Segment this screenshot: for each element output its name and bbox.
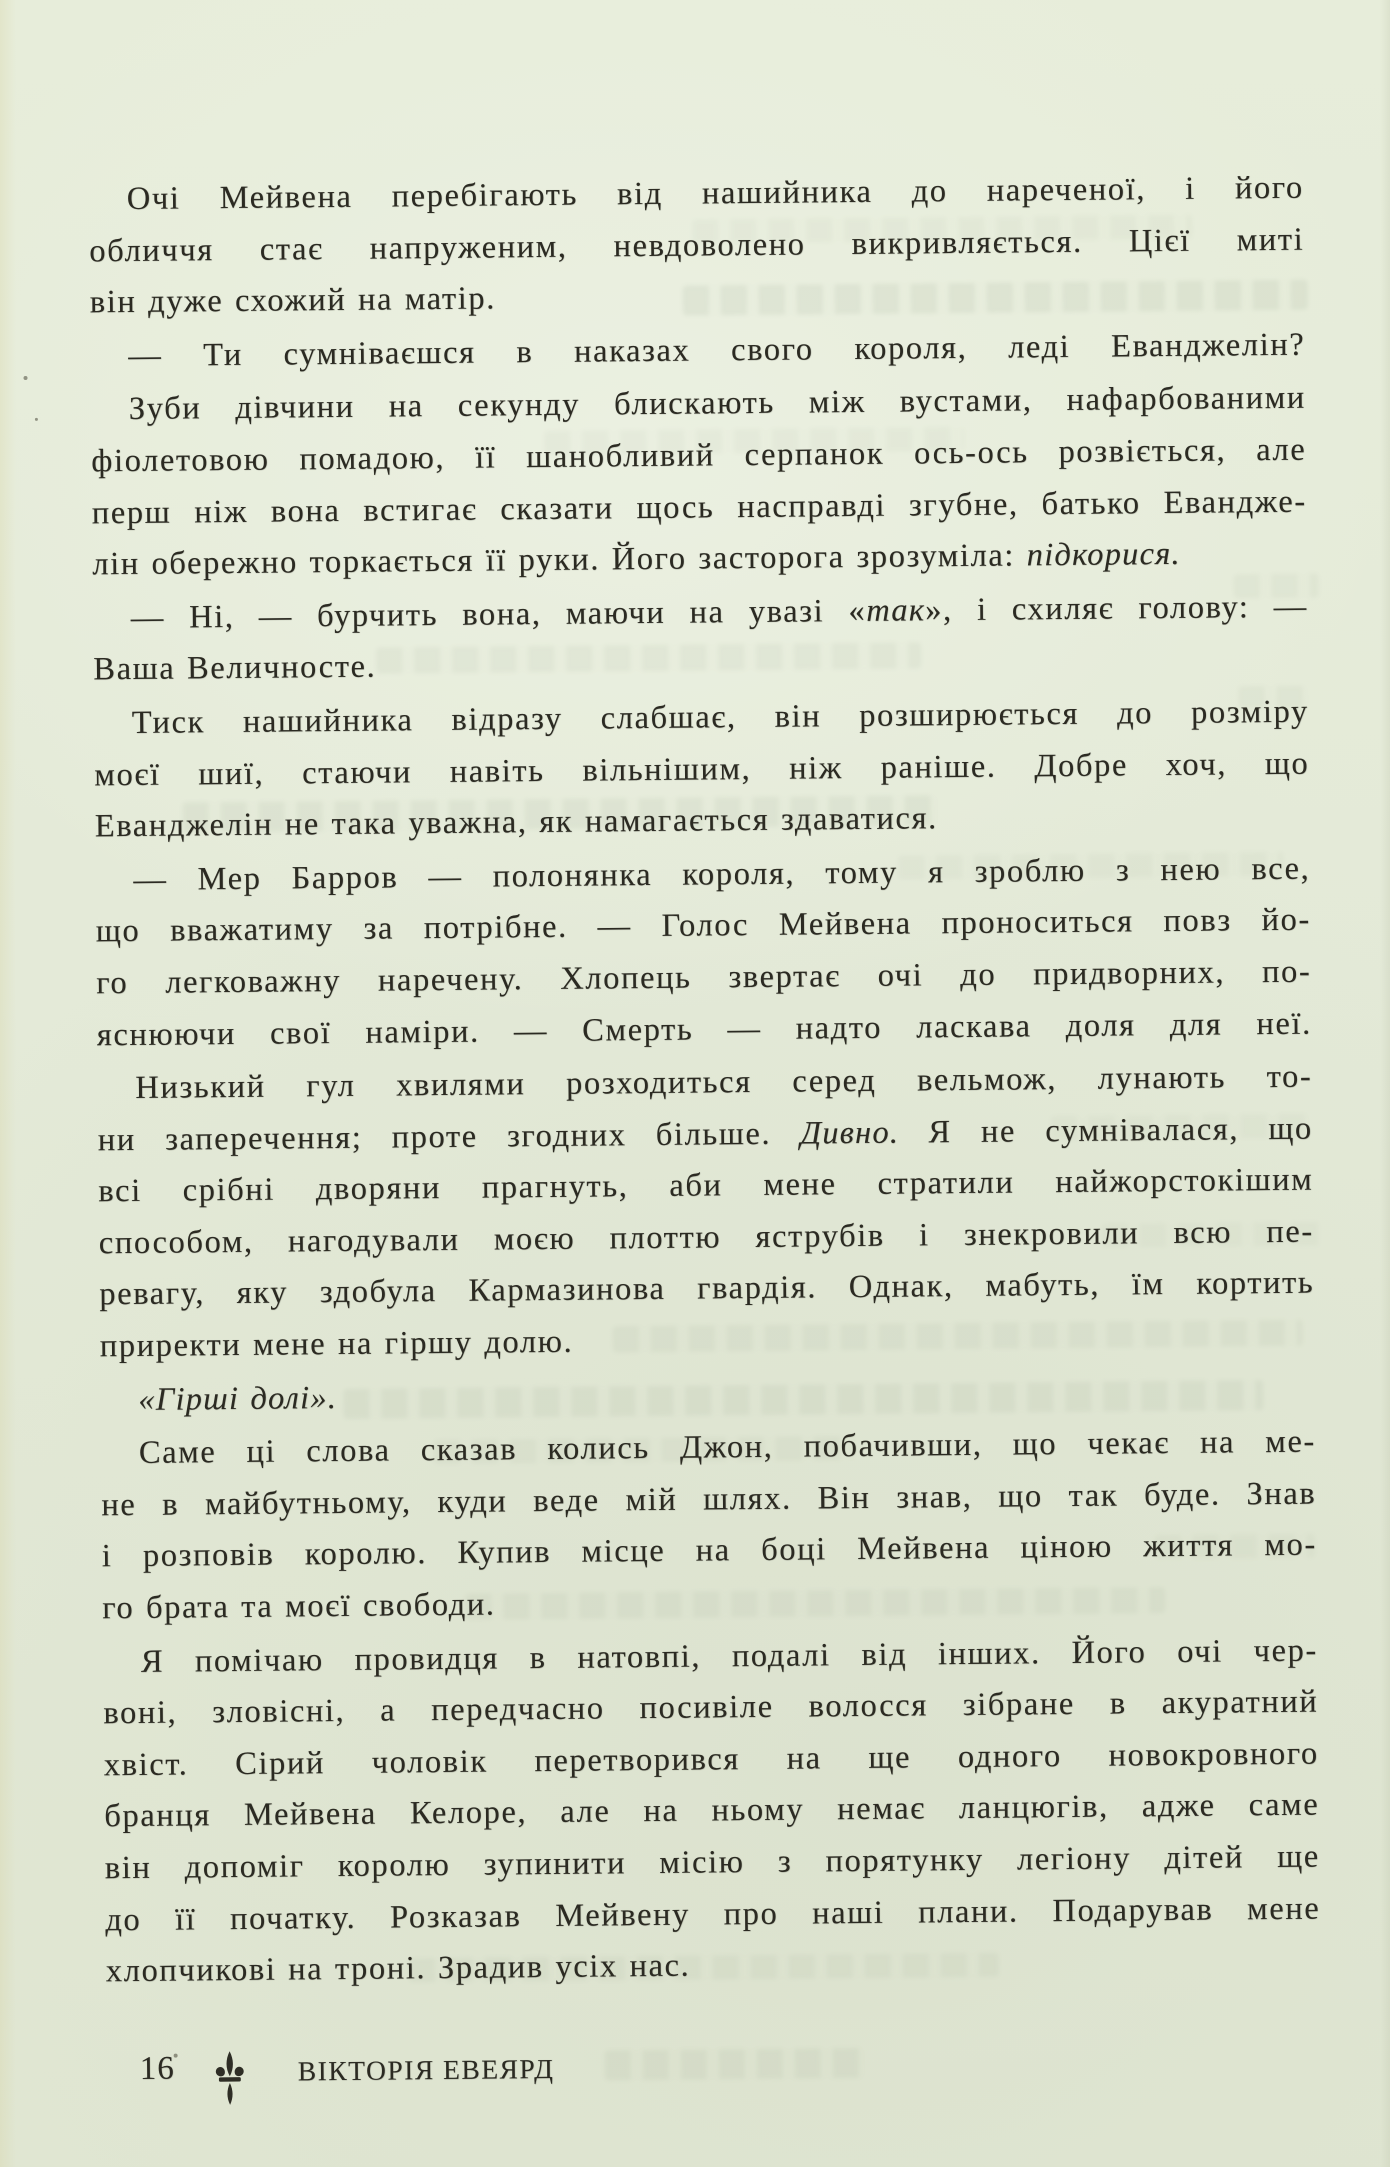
text-line: і розповів королю. Купив місце на боці Мейвена ціною життя мо- — [101, 1527, 1317, 1575]
paragraph — [91, 373, 1308, 591]
text-line: Очі Мейвена перебігають від нашийника до нареченої, і його — [126, 169, 1304, 217]
text-line: воні, зловісні, а передчасно посивіле волосся зібране в акуратний — [103, 1683, 1319, 1732]
text-line: Тиск нашийника відразу слабшає, він розширюється до розміру — [131, 693, 1309, 741]
fleur-de-lis-icon — [207, 2050, 254, 2106]
italic-text: так — [866, 592, 926, 629]
italic-text: Дивно. — [800, 1114, 900, 1152]
text-line: Зуби дівчини на секунду блискають між вустами, нафарбованими — [128, 380, 1306, 428]
text-line: Я помічаю провидця в натовпі, подалі від інших. Його очі чер- — [140, 1632, 1318, 1680]
page-footer — [140, 2040, 841, 2111]
text-line: ревагу, яку здобула Кармазинова гвардія. Однак, мабуть, їм кортить — [99, 1265, 1315, 1313]
running-title-author: ВІКТОРІЯ ЕВЕЯРД — [297, 2052, 555, 2087]
text-line: всі срібні дворяни прагнуть, аби мене стратили найжорстокішим — [98, 1161, 1314, 1210]
paragraph — [95, 843, 1312, 1061]
paragraph — [94, 687, 1310, 853]
text-line: го легковажну наречену. Хлопець звертає очі до придворних, по- — [96, 953, 1312, 1002]
paragraph — [97, 1052, 1315, 1373]
text-line: — Ні, — бурчить вона, маючи на увазі «так», і схиляє голову: — — [130, 588, 1308, 636]
text-line: Низький гул хвилями розходиться серед вельмож, лунають то- — [135, 1058, 1313, 1107]
italic-text: «Гірші долі». — [138, 1379, 338, 1418]
paragraph — [103, 1625, 1321, 1998]
text-line: Саме ці слова сказав колись Джон, побачивши, що чекає на ме- — [138, 1423, 1316, 1472]
text-line: він допоміг королю зупинити місію з порятунку легіону дітей ще — [104, 1838, 1320, 1887]
text-line: — Ти сумніваєшся в наказах свого короля, леді Еванджелін? — [128, 326, 1306, 374]
text-line: Еванджелін не така уважна, як намагається здаватися. — [94, 800, 938, 845]
text-line: що вважатиму за потрібне. — Голос Мейвена проноситься повз йо- — [95, 901, 1311, 950]
text-line — [100, 1363, 1315, 1426]
text-line: не в майбутньому, куди веде мій шлях. Він знав, що так буде. Знав — [101, 1475, 1317, 1524]
text-line: до її початку. Розказав Мейвену про наші плани. Подарував мене — [105, 1890, 1321, 1938]
text-line: моєї шиї, стаючи навіть вільнішим, ніж раніше. Добре хоч, що — [94, 745, 1310, 793]
text-line: він дуже схожий на матір. — [89, 280, 497, 321]
paragraph — [100, 1363, 1315, 1426]
text-line: — Мер Барров — полонянка короля, тому я зроблю з нею все, — [133, 850, 1311, 898]
text-line: лін обережно торкається її руки. Його засторога зрозуміла: підкорися. — [92, 536, 1181, 583]
text-line: способом, нагодували моєю плоттю яструбів і знекровили всю пе- — [98, 1213, 1314, 1262]
text-line: фіолетовою помадою, її шанобливий серпанок ось-ось розвіється, але — [91, 431, 1307, 480]
paragraph — [89, 163, 1305, 329]
text-line: приректи мене на гіршу долю. — [99, 1323, 574, 1365]
paragraph — [93, 581, 1309, 696]
text-line: перш ніж вона встигає сказати щось насправді згубне, батько Евандже- — [91, 483, 1307, 531]
text-line: го брата та моєї свободи. — [102, 1586, 496, 1627]
text-line: бранця Мейвена Келоре, але на ньому немає ланцюгів, адже саме — [104, 1787, 1320, 1835]
text-line: обличчя стає напруженим, невдоволено викривляється. Цієї миті — [89, 221, 1305, 269]
paragraph — [90, 319, 1305, 382]
text-line: ни заперечення; проте згодних більше. Дивно. Я не сумнівалася, що — [97, 1110, 1313, 1158]
italic-text: підкорися. — [1026, 536, 1181, 574]
text-line: Ваша Величносте. — [93, 648, 377, 688]
text-line: хлопчикові на троні. Зрадив усіх нас. — [105, 1947, 691, 1990]
page-number: 16 — [139, 2050, 175, 2087]
text-line: хвіст. Сірий чоловік перетворився на ще одного новокровного — [103, 1735, 1319, 1784]
page-text-block — [89, 163, 1321, 1998]
paragraph — [101, 1417, 1318, 1635]
text-line: яснюючи свої наміри. — Смерть — надто ласкава доля для неї. — [96, 1005, 1312, 1053]
